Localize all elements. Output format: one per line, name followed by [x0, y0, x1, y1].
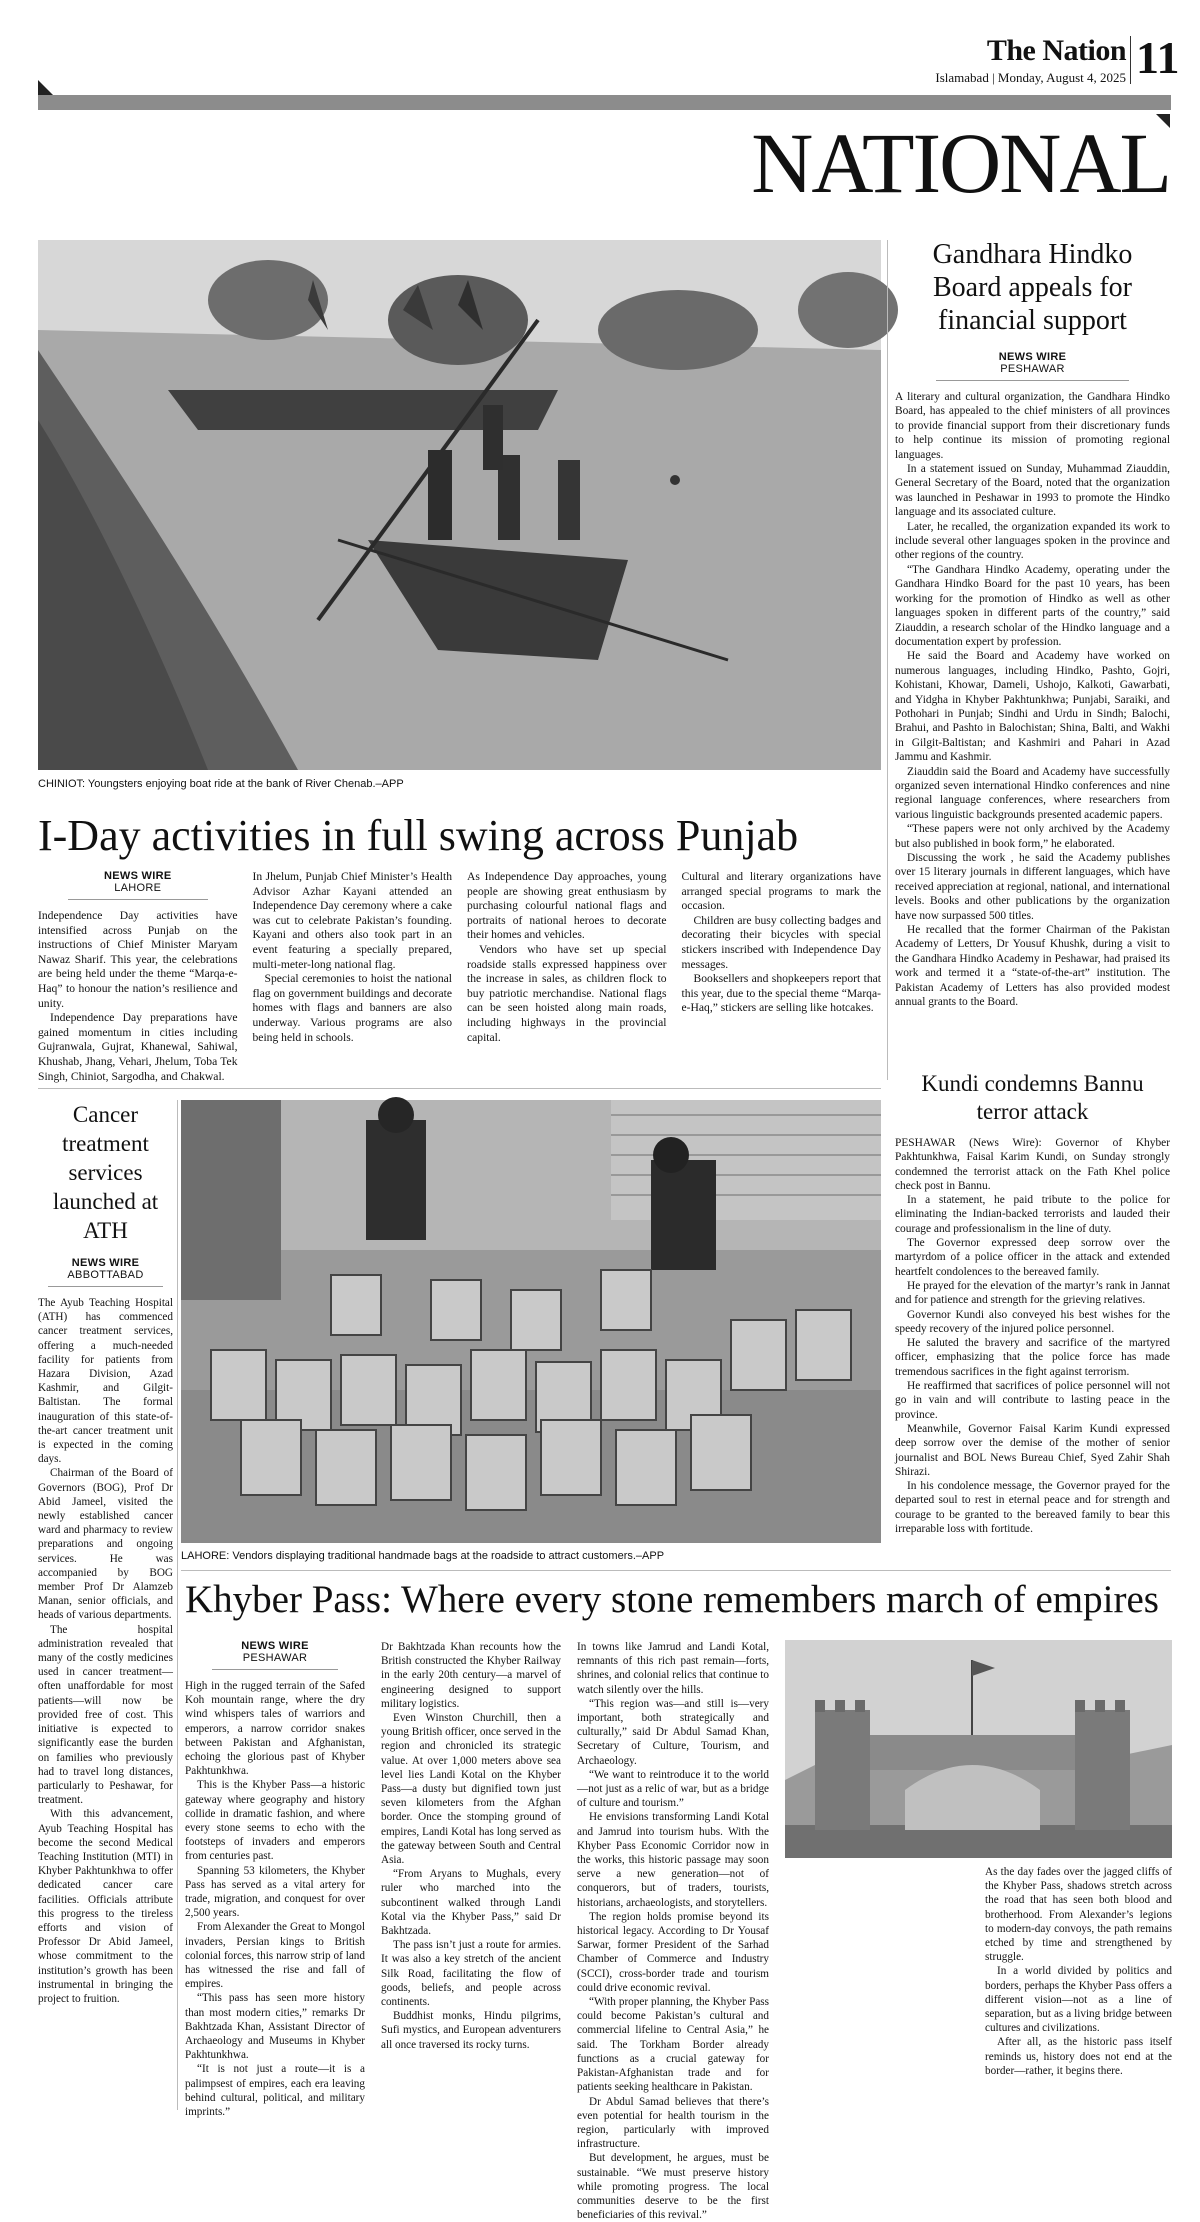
paragraph: From Alexander the Great to Mongol invaders, Persian kings to British colonial forces, this narrow strip of land has witnessed the rise and fall of empires.: [185, 1921, 365, 1991]
byline-cancer: [48, 1257, 163, 1287]
section-corner-right: [1156, 114, 1170, 128]
photo-boat-ride: [38, 240, 881, 770]
paragraph: In towns like Jamrud and Landi Kotal, remnants of this rich past remain—forts, shrines, and colonial relics that continue to watch silently over the hills.: [577, 1641, 769, 1696]
khyber-col-4: [985, 1865, 1172, 2078]
body-khyber-3: [577, 1640, 769, 2222]
paragraph: High in the rugged terrain of the Safed Koh mountain range, where the dry wind whispers tales of warriors and emperors, a narrow corridor snakes between Pakistan and Afghanistan, echoing the glorious past of Khyber Pakhtunkhwa.: [185, 1680, 365, 1778]
paragraph: The region holds promise beyond its historical legacy. According to Dr Yousaf Sarwar, former President of the Sarhad Chamber of Commerce and Industry (SCCI), cross-border trade and tourism could drive economic revival.: [577, 1910, 769, 1994]
headline-iday: I-Day activities in full swing across Punjab: [38, 811, 799, 860]
masthead: [890, 30, 1180, 90]
paragraph: “The Gandhara Hindko Academy, operating under the Gandhara Hindko Board for the past 10 years, has been working for the promotion of Hindko as well as other languages spoken in different parts of the country,” said Ziauddin, a research scholar of the Hindko language and a documentation expert by profession.: [895, 563, 1170, 648]
paragraph: In a world divided by politics and borders, perhaps the Khyber Pass offers a different vision—not as a line of separation, but as a living bridge between cultures and civilizations.: [985, 1965, 1172, 2035]
paragraph: He reaffirmed that sacrifices of police personnel will not go in vain and will contribute to lasting peace in the province.: [895, 1380, 1170, 1421]
paragraph: Independence Day activities have intensified across Punjab on the instructions of Chief Minister Maryam Nawaz Sharif. This year, the celebrations are being held under the theme “Marqa-e-Haq” to honour the nation’s resilience and unity.: [38, 909, 238, 1010]
paragraph: “From Aryans to Mughals, every ruler who marched into the subcontinent walked through Landi Kotal via the Khyber Pass,” said Dr Bakhtzada.: [381, 1868, 561, 1938]
khyber-col-4a: [785, 1865, 970, 2125]
iday-col-1: [38, 870, 238, 1084]
khyber-gate-image: [785, 1640, 1172, 1858]
band-corner-left: [38, 80, 53, 95]
paragraph: Dr Bakhtzada Khan recounts how the British constructed the Khyber Railway in the early 20th century—a marvel of engineering designed to support military logistics.: [381, 1641, 561, 1710]
body-khyber-2: [381, 1640, 561, 2052]
byline-iday: [68, 870, 208, 900]
khyber-col-1: [185, 1640, 365, 2119]
paragraph: Cultural and literary organizations have arranged special programs to mark the occasion.: [681, 870, 881, 913]
body-iday-2: [253, 870, 453, 1045]
byline-gandhara-city: PESHAWAR: [1000, 363, 1065, 375]
body-kundi: [895, 1136, 1170, 1536]
khyber-col-2: [381, 1640, 561, 2052]
paragraph: Governor Kundi also conveyed his best wishes for the speedy recovery of the injured police personnel.: [895, 1308, 1170, 1335]
paragraph: He said the Board and Academy have worked on numerous languages, including Hindko, Pashto, Gojri, Kohistani, Khowar, Dameli, Ushojo, Kalkoti, Gawarbati, and Yidgha in Khyber Pakhtunkhwa; Punjabi, Saraiki, and Pothohari in Punjab; Sindhi and Urdu in Sindh; Balochi, Brahui, and Pashto in Balochistan; Shina, Balti, and Wakhi in Gilgit-Baltistan; and Kashmiri and Pahari in Azad Jammu and Kashmir.: [895, 650, 1170, 764]
page-number: 11: [1136, 32, 1180, 83]
byline-iday-city: LAHORE: [114, 882, 162, 894]
article-iday: [38, 810, 881, 1084]
paragraph: He envisions transforming Landi Kotal and Jamrud into tourism hubs. With the Khyber Pass Economic Corridor now in the works, this historic passage may soon serve a new generation—not of conquerors, but of traders, tourists, historians, archaeologists, and storytellers.: [577, 1811, 769, 1909]
paragraph: With this advancement, Ayub Teaching Hospital has become the second Medical Teaching Institution (MTI) in Khyber Pakhtunkhwa to offer dedicated cancer care facilities. Officials attribute this progress to the tireless efforts and vision of Professor Dr Abid Jameel, whose commitment to the institution’s growth has been instrumental in bringing the project to fruition.: [38, 1808, 173, 2005]
article-kundi: [895, 1070, 1170, 1536]
paragraph: As the day fades over the jagged cliffs of the Khyber Pass, shadows stretch across the road that has seen both blood and brotherhood. From Alexander’s legions to modern-day convoys, the path remains etched by time and strengthened by struggle.: [985, 1866, 1172, 1964]
paragraph: As Independence Day approaches, young people are showing great enthusiasm by purchasing colourful national flags and portraits of national heroes to decorate their homes and vehicles.: [467, 870, 667, 942]
paragraph: The Governor expressed deep sorrow over the martyrdom of a police officer in the attack and extended heartfelt condolences to the bereaved family.: [895, 1237, 1170, 1278]
body-iday-4: [682, 870, 882, 1016]
paragraph: Special ceremonies to hoist the national flag on government buildings and decorate homes with flags and banners are also underway. Various programs are also being held in schools.: [252, 972, 452, 1044]
byline-cancer-agency: NEWS WIRE: [71, 1257, 140, 1269]
paragraph: Vendors who have set up special roadside stalls expressed happiness over the increase in sales, as children flock to buy patriotic merchandise. National flags can be seen hoisted along main roads, including highways in the provincial capital.: [467, 942, 667, 1044]
paragraph: This is the Khyber Pass—a historic gateway where geography and history collide in dramatic fashion, and where every stone seems to echo with the footsteps of invaders and emperors from centuries past.: [185, 1779, 365, 1863]
section-title: NATIONAL: [751, 115, 1170, 211]
dateline: Islamabad | Monday, August 4, 2025: [935, 70, 1126, 85]
paragraph: Buddhist monks, Hindu pilgrims, Sufi mystics, and European adventurers all once traversed its rocky turns.: [381, 2010, 561, 2051]
byline-cancer-city: ABBOTTABAD: [67, 1269, 144, 1281]
paragraph: Spanning 53 kilometers, the Khyber Pass has served as a vital artery for trade, migration, and conquest for over 2,500 years.: [185, 1864, 365, 1920]
paragraph: Even Winston Churchill, then a young British officer, once served in the region and chronicled its strategic value. At over 1,000 meters above sea level lies Landi Kotal on the Khyber Pass—a dusty but dignified town just seven kilometers from the Afghan border. Once the stomping ground of empires, Landi Kotal has long served as the gateway between South and Central Asia.: [381, 1712, 561, 1867]
headline-gandhara: Gandhara Hindko Board appeals for financial support: [932, 239, 1133, 336]
paragraph: Chairman of the Board of Governors (BOG), Prof Dr Abid Jameel, visited the newly established cancer ward and pharmacy to review preparations and ongoing services. He was accompanied by BOG member Prof Dr Alamzeb Manan, senior officials, and heads of various departments.: [38, 1467, 173, 1622]
paragraph: A literary and cultural organization, the Gandhara Hindko Board, has appealed to the chief ministers of all provinces to provide financial support from their discretionary funds to help continue its mission of promoting regional languages.: [895, 391, 1170, 461]
paragraph: The pass isn’t just a route for armies. It was also a key stretch of the ancient Silk Road, facilitating the flow of goods, beliefs, and people across continents.: [381, 1939, 561, 2009]
boat-ride-image: [38, 240, 881, 770]
paper-name: The Nation: [986, 34, 1126, 67]
iday-col-4: [682, 870, 882, 1084]
horizontal-rule: [181, 1570, 1171, 1571]
bags-image: [181, 1100, 881, 1543]
paragraph: In his condolence message, the Governor prayed for the departed soul to rest in eternal peace and for strength and courage to be granted to the bereaved family to bear this irreparable loss with fortitude.: [895, 1480, 1170, 1536]
byline-khyber: [212, 1640, 338, 1670]
column-rule: [177, 1100, 178, 2110]
column-rule: [887, 240, 888, 1080]
article-cancer: [38, 1100, 173, 2006]
paragraph: The hospital administration revealed that many of the costly medicines used in cancer treatment—often unaffordable for most patients—will now be provided free of cost. This initiative is expected to significantly ease the burden on families who previously had to travel long distances, particularly to Peshawar, for treatment.: [38, 1623, 173, 1807]
photo-handmade-bags: [181, 1100, 881, 1543]
body-khyber-1: [185, 1679, 365, 2119]
paragraph: Later, he recalled, the organization expanded its work to include several other languages spoken in the province and other regions of the country.: [895, 520, 1170, 562]
paragraph: In a statement, he paid tribute to the police for eliminating the Indian-backed terrorists and lauded their courage and professionalism in the line of duty.: [895, 1194, 1170, 1235]
paragraph: “We want to reintroduce it to the world—not just as a relic of war, but as a bridge of culture and tourism.”: [577, 1768, 769, 1810]
paragraph: PESHAWAR (News Wire): Governor of Khyber Pakhtunkhwa, Faisal Karim Kundi, on Sunday strongly condemned the terrorist attack on the Fath Khel police check post in Bannu.: [895, 1137, 1170, 1192]
article-khyber: [185, 1576, 1172, 1632]
paragraph: He recalled that the former Chairman of the Pakistan Academy of Letters, Dr Yousuf Khushk, during a visit to the Gandhara Hindko Academy in Peshawar, had praised its work and termed it a “state-of-the-art” institution. The Pakistan Academy of Letters has also provided modest annual grants to the Board.: [895, 924, 1170, 1009]
paragraph: The Ayub Teaching Hospital (ATH) has commenced cancer treatment services, offering a much-needed facility for patients from Hazara Division, Azad Kashmir, and Gilgit-Baltistan. The formal inauguration of this state-of-the-art cancer treatment unit is expected in the coming days.: [38, 1297, 173, 1466]
iday-columns: [38, 870, 881, 1084]
paragraph: In Jhelum, Punjab Chief Minister’s Health Advisor Azhar Kayani attended an Independence Day ceremony where a cake was cut to celebrate Pakistan’s founding. Kayani and others also took part in an event featuring a specially prepared, multi-meter-long national flag.: [252, 870, 452, 971]
paragraph: He prayed for the elevation of the martyr’s rank in Jannat and for patience and strength for the grieving relatives.: [895, 1279, 1170, 1307]
body-khyber-4: [985, 1865, 1172, 2078]
body-gandhara: [895, 390, 1170, 1009]
paragraph: But development, he argues, must be sustainable. “We must preserve history while promoting progress. The local communities deserve to be the first beneficiaries of this revival.”: [577, 2152, 769, 2222]
photo-caption-lahore: LAHORE: Vendors displaying traditional handmade bags at the roadside to attract customers.–APP: [181, 1550, 665, 1562]
byline-khyber-city: PESHAWAR: [242, 1652, 308, 1664]
paragraph: Ziauddin said the Board and Academy have successfully organized seven international Hindko conferences and nine regional language conferences, where researchers from various linguistic backgrounds presented academic papers.: [895, 765, 1170, 821]
paragraph: “This pass has seen more history than most modern cities,” remarks Dr Bakhtzada Khan, Assistant Director of Archaeology and Museums in Khyber Pakhtunkhwa.: [185, 1992, 365, 2062]
photo-khyber-gate: [785, 1640, 1172, 1858]
article-gandhara: [895, 238, 1170, 1009]
body-cancer: [38, 1296, 173, 2006]
paragraph: Meanwhile, Governor Faisal Karim Kundi expressed deep sorrow over the demise of the mother of senior journalist and BOL News Bureau Chief, Syed Zahir Shah Shirazi.: [895, 1422, 1170, 1478]
body-iday-1: [38, 909, 238, 1084]
byline-gandhara: [936, 351, 1129, 381]
paragraph: After all, as the historic pass itself reminds us, history does not end at the border—rather, it begins there.: [985, 2036, 1172, 2077]
headline-khyber: Khyber Pass: Where every stone remembers march of empires: [185, 1578, 1159, 1621]
byline-khyber-agency: NEWS WIRE: [241, 1640, 309, 1652]
paragraph: Dr Abdul Samad believes that there’s even potential for health tourism in the region, particularly with improved infrastructure.: [577, 2095, 769, 2151]
headline-kundi: Kundi condemns Bannu terror attack: [921, 1071, 1144, 1124]
paragraph: In a statement issued on Sunday, Muhammad Ziauddin, General Secretary of the Board, noted that the organization was launched in Peshawar in 1993 to promote the Hindko language and its associated culture.: [895, 463, 1170, 519]
paragraph: “With proper planning, the Khyber Pass could become Pakistan’s cultural and commercial lifeline to Central Asia,” he said. The Torkham Border already functions as a crucial gateway for Pakistan-Afghanistan trade and for patients seeking healthcare in Pakistan.: [577, 1996, 769, 2094]
horizontal-rule: [38, 1088, 881, 1089]
photo-caption-chiniot: CHINIOT: Youngsters enjoying boat ride at the bank of River Chenab.–APP: [38, 778, 404, 790]
paragraph: “This region was—and still is—very important, both strategically and culturally,” said Dr Abdul Samad Khan, Secretary of Culture, Tourism, and Archaeology.: [577, 1697, 769, 1767]
paragraph: Children are busy collecting badges and decorating their bicycles with special stickers inscribed with Independence Day messages.: [681, 913, 881, 971]
header-band: [38, 95, 1171, 110]
byline-gandhara-agency: NEWS WIRE: [998, 351, 1067, 363]
paragraph: Independence Day preparations have gained momentum in cities including Gujranwala, Gujrat, Khanewal, Sahiwal, Khushab, Jhang, Vehari, Jhelum, Toba Tek Singh, Chiniot, Sargodha, and Chakwal.: [38, 1011, 238, 1083]
paragraph: Booksellers and shopkeepers report that this year, due to the special theme “Marqa-e-Haq,” stickers are selling like hotcakes.: [681, 972, 881, 1015]
paragraph: “These papers were not only archived by the Academy but also published in book form,” he elaborated.: [895, 823, 1170, 850]
masthead-divider: [1130, 36, 1131, 84]
paragraph: Discussing the work , he said the Academy publishes over 15 literary journals in different languages, which have received appreciation at regional, national, and international levels. Books and other publications by the organization have now surpassed 500 titles.: [895, 852, 1170, 922]
body-iday-3: [467, 870, 667, 1045]
iday-col-2: [253, 870, 453, 1084]
iday-col-3: [467, 870, 667, 1084]
khyber-col-3: [577, 1640, 769, 2222]
byline-iday-agency: NEWS WIRE: [104, 870, 172, 882]
paragraph: “It is not just a route—it is a palimpsest of empires, each era leaving behind cultural, political, and military imprints.”: [185, 2063, 365, 2119]
headline-cancer: Cancer treatment services launched at ATH: [52, 1102, 159, 1243]
paragraph: He saluted the bravery and sacrifice of the martyred officer, emphasizing that the police force has made tremendous sacrifices in the fight against terrorism.: [895, 1337, 1170, 1378]
